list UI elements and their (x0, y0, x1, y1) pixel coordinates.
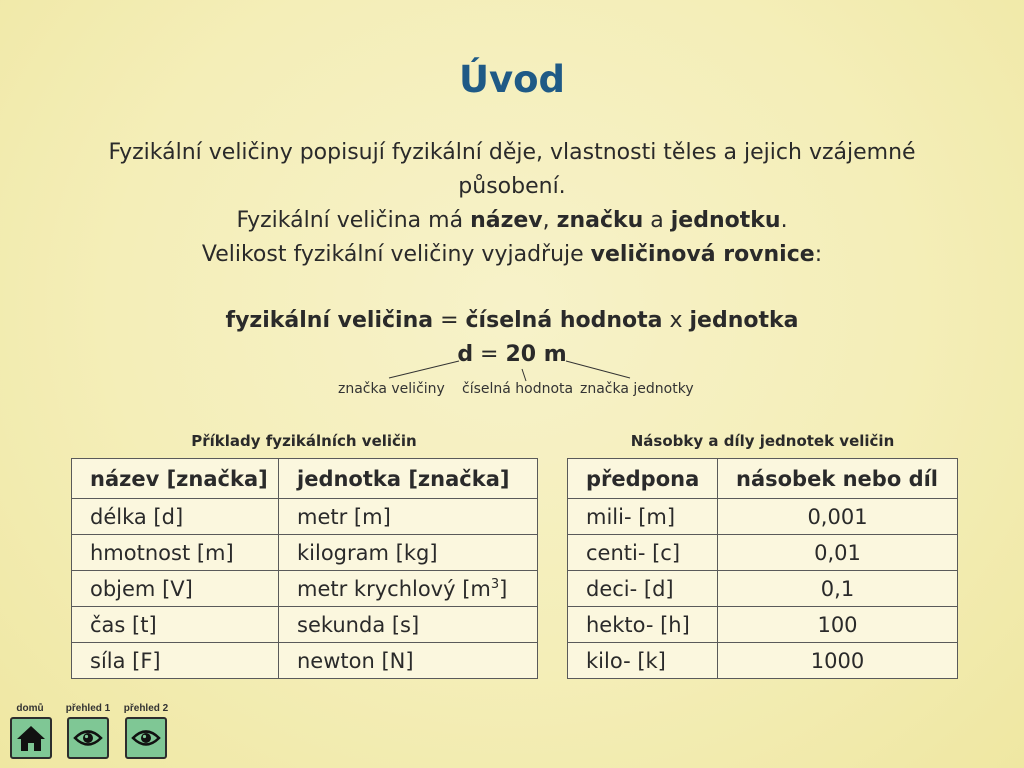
annotation-unit: značka jednotky (580, 381, 694, 397)
table-cell: 100 (718, 607, 958, 643)
home-button[interactable] (10, 717, 52, 759)
intro-line-2: působení. (458, 174, 566, 199)
table-cell: kilogram [kg] (279, 535, 538, 571)
table-cell: síla [F] (72, 643, 279, 679)
table-cell: 0,1 (718, 571, 958, 607)
table-row (72, 643, 538, 679)
home-label: domů (16, 703, 44, 714)
table-cell: objem [V] (72, 571, 279, 607)
overview2-button[interactable] (125, 717, 167, 759)
table2-caption: Násobky a díly jednotek veličin (630, 432, 895, 450)
pointer-unit (566, 361, 630, 378)
table1-caption: Příklady fyzikálních veličin (191, 432, 417, 450)
table-cell: deci- [d] (568, 571, 718, 607)
page-title: Úvod (458, 58, 566, 101)
table-cell: mili- [m] (568, 499, 718, 535)
table-row (72, 499, 538, 535)
table-cell: kilo- [k] (568, 643, 718, 679)
table-cell: sekunda [s] (279, 607, 538, 643)
table-cell: metr [m] (279, 499, 538, 535)
column-header: násobek nebo díl (718, 459, 958, 499)
table-cell: 0,01 (718, 535, 958, 571)
overview1-button[interactable] (67, 717, 109, 759)
pointer-symbol (389, 361, 459, 378)
intro-line-4: Velikost fyzikální veličiny vyjadřuje veličinová rovnice: (201, 242, 823, 267)
annotation-value: číselná hodnota (462, 381, 574, 397)
table-cell: centi- [c] (568, 535, 718, 571)
table-row (568, 535, 958, 571)
overview1-label: přehled 1 (65, 703, 111, 714)
table-cell: hmotnost [m] (72, 535, 279, 571)
table-cell: 1000 (718, 643, 958, 679)
table-row (568, 571, 958, 607)
table-cell: délka [d] (72, 499, 279, 535)
prefixes-table (567, 458, 958, 679)
pointer-value (522, 369, 526, 381)
table-header-row (568, 459, 958, 499)
column-header: jednotka [značka] (279, 459, 538, 499)
table-row (568, 643, 958, 679)
intro-line-1: Fyzikální veličiny popisují fyzikální děje, vlastnosti těles a jejich vzájemné (108, 140, 916, 165)
home-icon (16, 724, 46, 752)
overview2-label: přehled 2 (123, 703, 169, 714)
table-cell: metr krychlový $[m^3]$ (279, 571, 538, 607)
annotation-symbol: značka veličiny (338, 381, 445, 397)
table-row (72, 571, 538, 607)
quantity-equation: fyzikální veličina = číselná hodnota x jednotka (225, 308, 799, 333)
column-header: název [značka] (72, 459, 279, 499)
table-cell: hekto- [h] (568, 607, 718, 643)
column-header: předpona (568, 459, 718, 499)
intro-line-3: Fyzikální veličina má název, značku a jednotku. (236, 208, 788, 233)
table-row (72, 535, 538, 571)
table-row (72, 607, 538, 643)
example-equation: d = 20 m (457, 342, 567, 367)
table-cell: newton [N] (279, 643, 538, 679)
table-row (568, 607, 958, 643)
table-cell: čas [t] (72, 607, 279, 643)
table-row (568, 499, 958, 535)
quantities-table (71, 458, 538, 679)
eye-icon (131, 727, 161, 749)
table-cell: 0,001 (718, 499, 958, 535)
eye-icon (73, 727, 103, 749)
table-header-row (72, 459, 538, 499)
